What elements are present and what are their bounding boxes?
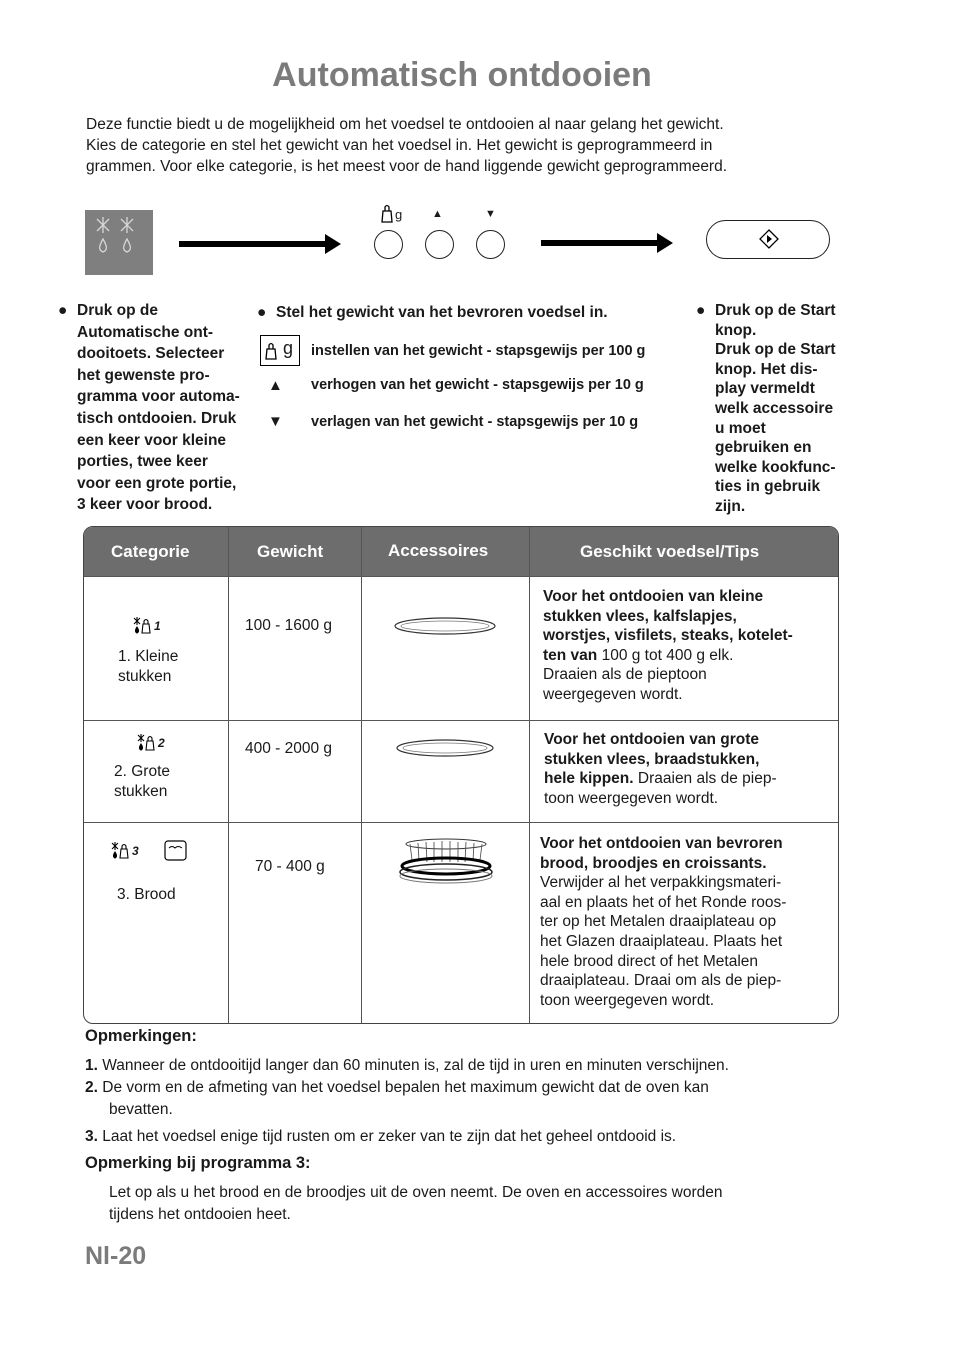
tips-2	[544, 730, 777, 808]
down-arrow-icon: ▼	[268, 413, 283, 430]
tips-bold-part: hele kippen.	[544, 770, 634, 788]
category-number: 3	[132, 844, 139, 858]
tips-bold-line: Voor het ontdooien van kleine	[543, 588, 764, 605]
note-3	[85, 1126, 676, 1148]
step-3-line: play vermeldt	[715, 380, 815, 398]
step-1-line: porties, twee keer	[77, 453, 208, 471]
program-3-heading: Opmerking bij programma 3:	[85, 1154, 311, 1172]
down-button[interactable]	[476, 230, 505, 259]
bullet-icon: ●	[257, 304, 267, 321]
auto-defrost-button[interactable]	[85, 210, 153, 275]
page-title: Automatisch ontdooien	[272, 56, 652, 94]
category-line: stukken	[114, 782, 168, 800]
tips-line: aal en plaats het of het Ronde roos-	[540, 893, 787, 911]
weight-key-icon	[260, 335, 300, 366]
down-arrow-icon: ▼	[485, 208, 496, 220]
start-icon	[759, 229, 779, 249]
up-button[interactable]	[425, 230, 454, 259]
tips-line: weergegeven wordt.	[543, 685, 683, 703]
row-divider	[84, 822, 839, 823]
page-number: Nl-20	[85, 1242, 147, 1270]
step-1-line: Automatische ont-	[77, 323, 214, 341]
note-2	[85, 1077, 709, 1120]
category-number: 1	[154, 619, 161, 633]
column-divider	[228, 527, 229, 1024]
notes-heading: Opmerkingen:	[85, 1027, 197, 1045]
column-divider	[361, 527, 362, 1024]
category-1-label	[118, 647, 178, 686]
start-button[interactable]	[706, 220, 830, 259]
weight-key-label: g	[283, 338, 294, 358]
option-down-text: verlagen van het gewicht - stapsgewijs per 10 g	[311, 414, 639, 430]
tips-bold-line: stukken vlees, kalfslapjes,	[543, 607, 737, 625]
weight-button[interactable]	[374, 230, 403, 259]
step-3-line: welke kookfunc-	[715, 458, 836, 476]
note-1	[85, 1055, 729, 1077]
note-text: Laat het voedsel enige tijd rusten om er zeker van te zijn dat het geheel ontdooid is.	[102, 1128, 677, 1145]
category-2-icon	[136, 732, 165, 757]
option-weight-text: instellen van het gewicht - stapsgewijs per 100 g	[311, 343, 646, 359]
step-3-line: gebruiken en	[715, 439, 812, 457]
step-3-line: Druk op de Start	[715, 341, 836, 359]
category-3-label	[117, 885, 176, 905]
step-2-heading	[257, 302, 608, 324]
step-3-line: knop.	[715, 321, 757, 339]
defrost-table	[83, 526, 839, 1024]
header-accessoires: Accessoires	[388, 541, 489, 560]
step-1-line: een keer voor kleine	[77, 431, 227, 449]
tips-line: draaiplateau. Draai om als de piep-	[540, 972, 782, 990]
column-divider	[529, 527, 530, 1024]
tips-bold-line: Voor het ontdooien van grote	[544, 731, 759, 748]
up-arrow-icon: ▲	[268, 377, 283, 394]
intro-line: Deze functie biedt u de mogelijkheid om het voedsel te ontdooien al naar gelang het gewicht.	[86, 116, 724, 133]
tips-line: Draaien als de pieptoon	[543, 666, 707, 684]
header-gewicht: Gewicht	[257, 542, 324, 561]
glass-turntable-icon	[393, 615, 497, 637]
step-3-line: u moet	[715, 419, 766, 437]
intro-line: Kies de categorie en stel het gewicht van het voedsel in. Het gewicht is geprogrammeerd in	[86, 137, 713, 154]
step-3-line: ties in gebruik	[715, 478, 821, 496]
category-2-label	[114, 762, 170, 801]
weight-range-3: 70 - 400 g	[255, 858, 325, 875]
up-arrow-icon: ▲	[432, 208, 443, 220]
step-3-line: welk accessoire	[715, 399, 834, 417]
round-rack-icon	[398, 836, 494, 884]
bullet-icon: ●	[696, 302, 706, 319]
category-line: stukken	[118, 667, 172, 685]
step-2-heading-text: Stel het gewicht van het bevroren voedsel in.	[276, 304, 608, 321]
tips-line: toon weergegeven wordt.	[540, 991, 715, 1009]
category-3-icon	[110, 840, 139, 865]
row-divider	[84, 576, 839, 577]
step-3-text	[696, 301, 865, 517]
category-1-icon	[132, 615, 161, 640]
intro-line: grammen. Voor elke categorie, is het meest voor de hand liggende gewicht geprogrammeerd.	[86, 158, 728, 175]
tips-bold-line: Voor het ontdooien van bevroren	[540, 835, 783, 852]
tips-3	[540, 834, 786, 1010]
note-number: 1.	[85, 1057, 98, 1074]
step-1-line: dooitoets. Selecteer	[77, 345, 225, 363]
note-line: Let op als u het brood en de broodjes uit de oven neemt. De oven en accessoires worden	[109, 1184, 723, 1201]
tips-line: toon weergegeven wordt.	[544, 789, 719, 807]
tips-line: Verwijder al het verpakkingsmateri-	[540, 874, 782, 892]
note-text: Wanneer de ontdooitijd langer dan 60 minuten is, zal de tijd in uren en minuten verschijnen.	[102, 1057, 729, 1074]
step-1-line: voor een grote portie,	[77, 474, 237, 492]
program-3-note	[109, 1182, 723, 1225]
tips-normal-part: 100 g tot 400 g elk.	[597, 646, 734, 664]
note-text: De vorm en de afmeting van het voedsel bepalen het maximum gewicht dat de oven kan	[102, 1079, 709, 1096]
tips-line: hele brood direct of het Metalen	[540, 952, 758, 970]
table-header	[84, 527, 839, 576]
header-categorie: Categorie	[111, 542, 190, 561]
step-1-line: 3 keer voor brood.	[77, 496, 213, 514]
step-3-line: zijn.	[715, 497, 746, 515]
bread-icon	[164, 840, 188, 862]
arrow-right-icon	[541, 240, 659, 246]
snowflake-drop-icon	[85, 210, 153, 275]
note-text: bevatten.	[109, 1100, 173, 1118]
step-1-line: Druk op de	[77, 302, 158, 319]
tips-line: ter op het Metalen draaiplateau op	[540, 913, 777, 931]
tips-bold-part: ten van	[543, 646, 598, 664]
glass-turntable-icon	[395, 737, 495, 759]
tips-bold-line: stukken vlees, braadstukken,	[544, 750, 760, 768]
step-1-text	[58, 300, 267, 516]
option-up-text: verhogen van het gewicht - stapsgewijs per 10 g	[311, 377, 644, 393]
category-line: 1. Kleine	[118, 648, 179, 665]
arrow-right-icon	[179, 241, 327, 247]
tips-normal-part: Draaien als de piep-	[633, 770, 777, 788]
category-line: 3. Brood	[117, 886, 176, 903]
weight-range-1: 100 - 1600 g	[245, 617, 333, 634]
tips-1	[543, 587, 793, 705]
intro-text	[86, 114, 826, 177]
header-tips: Geschikt voedsel/Tips	[580, 542, 760, 561]
note-number: 2.	[85, 1079, 98, 1096]
note-line: tijdens het ontdooien heet.	[109, 1205, 291, 1223]
weight-unit-label: g	[395, 207, 403, 222]
tips-bold-line: worstjes, visfilets, steaks, kotelet-	[543, 627, 793, 645]
step-3-line: Druk op de Start	[715, 302, 836, 319]
row-divider	[84, 720, 839, 721]
step-1-line: het gewenste pro-	[77, 366, 210, 384]
tips-line: het Glazen draaiplateau. Plaats het	[540, 932, 783, 950]
step-3-line: knop. Het dis-	[715, 360, 818, 378]
weight-range-2: 400 - 2000 g	[245, 740, 333, 757]
category-number: 2	[158, 736, 165, 750]
step-1-line: gramma voor automa-	[77, 388, 240, 406]
note-number: 3.	[85, 1128, 98, 1145]
bullet-icon: ●	[58, 302, 68, 319]
category-line: 2. Grote	[114, 763, 170, 780]
step-1-line: tisch ontdooien. Druk	[77, 409, 237, 427]
tips-bold-line: brood, broodjes en croissants.	[540, 854, 767, 872]
